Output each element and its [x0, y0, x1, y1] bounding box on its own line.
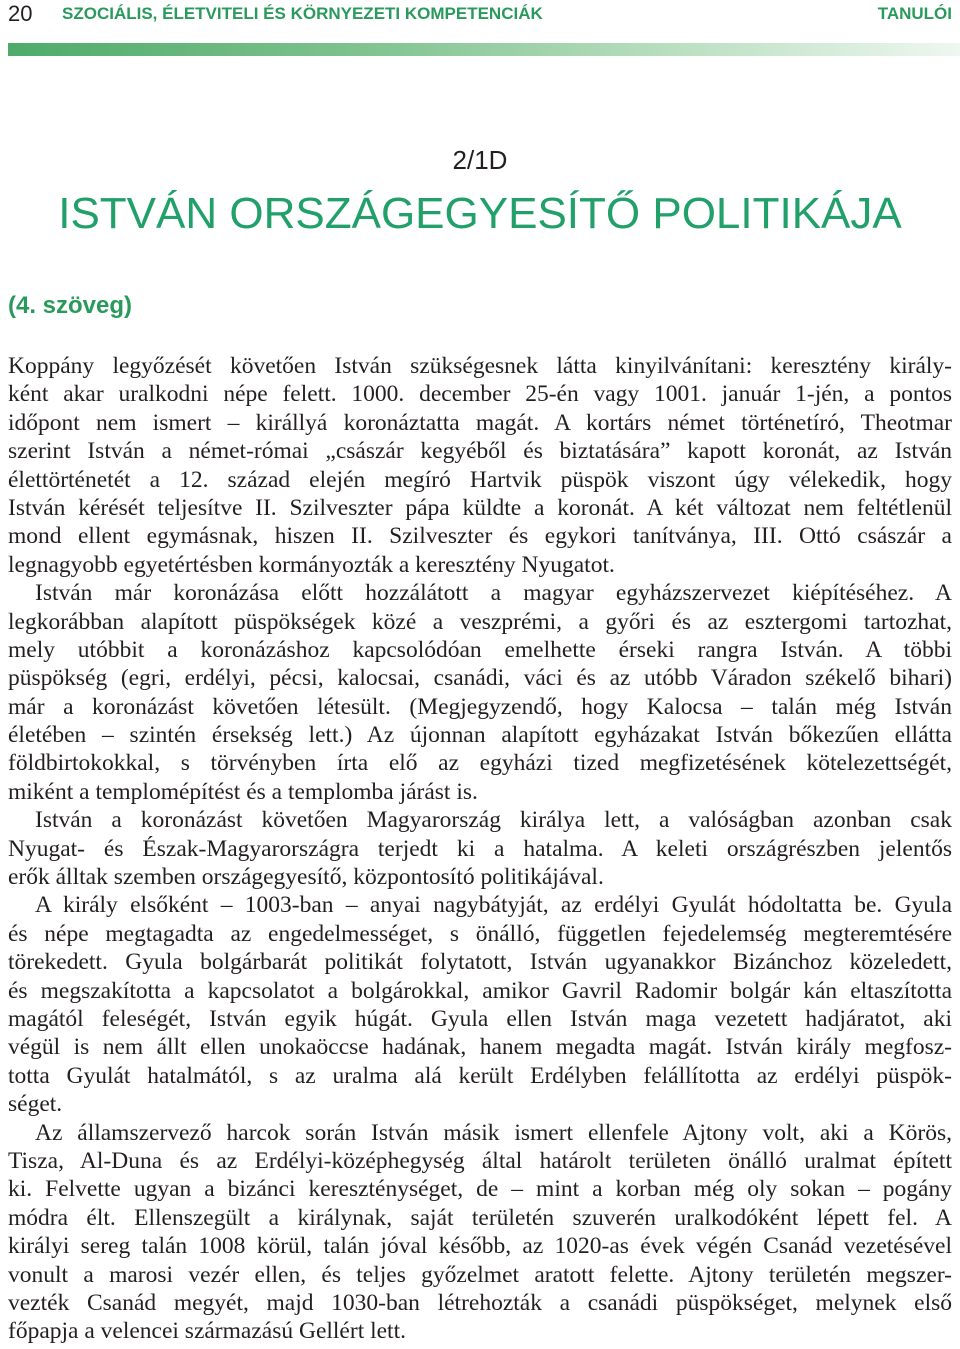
text-line: István a koronázást követően Magyarország királya lett, a valóságban azonban csak — [35, 807, 952, 834]
text-line: és megszakította a kapcsolatot a bolgárokkal, amikor Gavril Radomir bolgár kán eltaszította — [8, 977, 952, 1004]
paragraph — [8, 806, 952, 891]
paragraph — [8, 891, 952, 1118]
page-title: ISTVÁN ORSZÁGEGYESÍTŐ POLITIKÁJA — [58, 189, 902, 238]
text-label: (4. szöveg) — [8, 292, 133, 319]
text-line: végül is nem állt ellen unokaöccse hadának, hanem megadta magát. István király megfosz- — [8, 1034, 952, 1061]
text-line: István már koronázása előtt hozzálátott a magyar egyházszervezet kiépítéséhez. A — [35, 580, 952, 607]
text-line: életében – szintén érsekség lett.) Az újonnan alapított egyházakat István bőkezűen ellátta — [8, 722, 952, 749]
text-line: ki. Felvette ugyan a bizánci kereszténységet, de – mint a korban még oly sokan – pogány — [8, 1176, 952, 1203]
running-header-title: SZOCIÁLIS, ÉLETVITELI ÉS KÖRNYEZETI KOMPETENCIÁK — [62, 4, 543, 23]
text-line: miként a templomépítést és a templomba járást is. — [8, 778, 478, 805]
text-line: A király elsőként – 1003-ban – anyai nagybátyját, az erdélyi Gyulát hódoltatta be. Gyula — [35, 892, 952, 919]
paragraph — [8, 352, 952, 579]
text-line: már a koronázást követően létesült. (Megjegyzendő, hogy Kalocsa – talán még István — [8, 693, 952, 720]
text-line: vezték Csanád megyét, majd 1030-ban létrehozták a csanádi püspökséget, melynek első — [8, 1289, 952, 1316]
header-gradient-bar — [8, 43, 960, 56]
text-line: mely utóbbit a koronázáshoz kapcsolódóan emelhette érseki rangra István. A többi — [8, 636, 952, 663]
text-line: legkorábban alapított püspökségek közé a veszprémi, a győri és az esztergomi tartozhat, — [8, 608, 952, 635]
text-line: István kérését teljesítve II. Szilveszter pápa küldte a koronát. A két változat nem feltétlenül — [8, 494, 952, 521]
text-line: erők álltak szemben országegyesítő, központosító politikájával. — [8, 864, 604, 891]
running-header-audience: TANULÓI — [877, 4, 952, 23]
paragraph — [8, 579, 952, 806]
text-line: és népe megtagadta az engedelmességet, s önálló, független fejedelemség megteremtésére — [8, 920, 952, 947]
text-line: földbirtokokkal, s törvényben írta elő az egyházi tized megfizetésének kötelezettségét, — [8, 750, 952, 777]
text-line: módra élt. Ellenszegült a királynak, saját területén szuverén uralkodóként lépett fel. A — [8, 1204, 952, 1231]
text-line: időpont nem ismert – királlyá koronáztatta magát. A kortárs német történetíró, Theotmar — [8, 409, 952, 436]
text-line: ként akar uralkodni népe felett. 1000. december 25-én vagy 1001. január 1-jén, a pontos — [8, 381, 952, 408]
text-line: királyi sereg talán 1008 körül, talán jóval később, az 1020-as évek végén Csanád vezetésével — [8, 1233, 952, 1260]
text-line: szerint István a német-római „császár kegyéből és biztatására” kapott koronát, az István — [8, 438, 952, 465]
text-line: legnagyobb egyetértésben kormányozták a keresztény Nyugatot. — [8, 551, 615, 578]
text-line: séget. — [8, 1091, 63, 1118]
text-line: mond ellent egymásnak, hiszen II. Szilveszter és egykori tanítványa, III. Ottó császár a — [8, 523, 952, 550]
text-line: püspökség (egri, erdélyi, pécsi, kalocsai, csanádi, váci és az utóbb Váradon székelő bihari) — [8, 665, 952, 692]
text-line: magától feleségét, István egyik húgát. Gyula ellen István maga vezetett hadjáratot, aki — [8, 1005, 952, 1032]
paragraph — [8, 1119, 952, 1346]
text-line: Koppány legyőzését követően István szükségesnek látta kinyilvánítani: keresztény király- — [8, 353, 952, 379]
body-text — [8, 352, 952, 1346]
text-line: vonult a marosi vezér ellen, és teljes győzelmet aratott felette. Ajtony területén megszer- — [8, 1261, 952, 1288]
text-line: Az államszervező harcok során István másik ismert ellenfele Ajtony volt, aki a Körös, — [35, 1119, 952, 1146]
text-line: Tisza, Al-Duna és az Erdélyi-középhegység által határolt területen önálló uralmat épített — [8, 1147, 952, 1174]
text-line: törekedett. Gyula bolgárbarát politikát folytatott, István ugyanakkor Bizánchoz közeledett, — [8, 949, 952, 976]
text-line: Nyugat- és Észak-Magyarországra terjedt ki a hatalma. A keleti országrészben jelentős — [8, 835, 952, 862]
text-line: totta Gyulát hatalmától, s az uralma alá került Erdélyben felállította az erdélyi püspök- — [8, 1062, 952, 1089]
page-number: 20 — [8, 1, 33, 26]
text-line: élettörténetét a 12. század elején megíró Hartvik püspök viszont úgy vélekedik, hogy — [8, 466, 952, 493]
text-line: főpapja a velencei származású Gellért lett. — [8, 1318, 406, 1345]
document-code: 2/1D — [452, 145, 508, 175]
